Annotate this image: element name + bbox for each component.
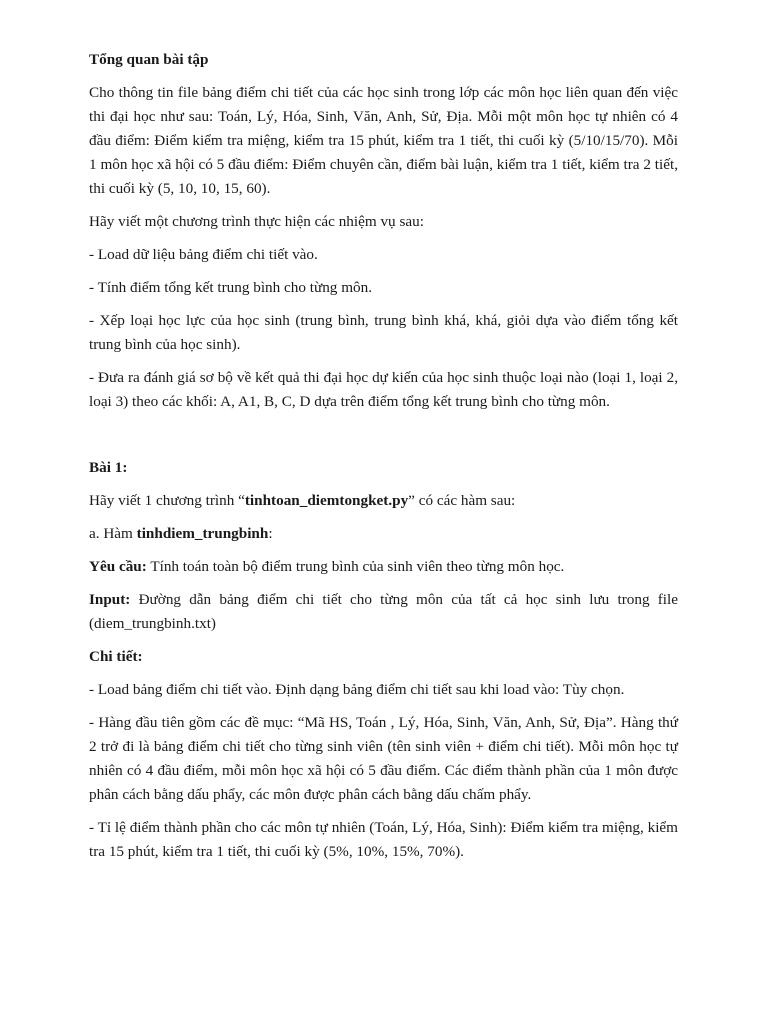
program-name: tinhtoan_diemtongket.py xyxy=(244,492,409,509)
section-spacer xyxy=(89,423,678,456)
task-item-average: - Tính điểm tổng kết trung bình cho từng môn. xyxy=(89,279,372,296)
input-label: Input: xyxy=(89,591,131,608)
function-name: tinhdiem_trungbinh xyxy=(136,525,269,542)
requirement-label: Yêu cầu: xyxy=(89,558,147,575)
detail-item-ratio: - Tỉ lệ điểm thành phần cho các môn tự nhiên (Toán, Lý, Hóa, Sinh): Điểm kiểm tra miệng, kiểm tra 15 phút, kiểm tra 1 tiết, thi cuối kỳ (5%, 10%, 15%, 70%). xyxy=(89,819,678,860)
exercise1-intro xyxy=(89,489,678,513)
task-item-classify: - Xếp loại học lực của học sinh (trung bình, trung bình khá, khá, giỏi dựa vào điểm tổng kết trung bình của học sinh). xyxy=(89,312,678,353)
function-suffix: : xyxy=(268,525,273,542)
exercise1-title: Bài 1: xyxy=(89,459,128,476)
exercise1-intro-after: ” có các hàm sau: xyxy=(408,492,516,509)
details-label: Chi tiết: xyxy=(89,648,143,665)
task-item-load: - Load dữ liệu bảng điểm chi tiết vào. xyxy=(89,246,318,263)
task-item-evaluate: - Đưa ra đánh giá sơ bộ về kết quả thi đại học dự kiến của học sinh thuộc loại nào (loại 1, loại 2, loại 3) theo các khối: A, A1, B, C, D dựa trên điểm tổng kết trung bình cho từng môn. xyxy=(89,369,678,410)
overview-intro-paragraph: Cho thông tin file bảng điểm chi tiết của các học sinh trong lớp các môn học liên quan đến việc thi đại học như sau: Toán, Lý, Hóa, Sinh, Văn, Anh, Sử, Địa. Mỗi một môn học tự nhiên có 4 đầu điểm: Điểm kiểm tra miệng, kiểm tra 15 phút, kiểm tra 1 tiết, thi cuối kỳ (5/10/15/70). Mỗi 1 môn học xã hội có 5 đầu điểm: Điểm chuyên cần, điểm bài luận, kiểm tra 1 tiết, kiểm tra 2 tiết, thi cuối kỳ (5, 10, 10, 15, 60). xyxy=(89,84,678,197)
function-prefix: a. Hàm xyxy=(89,525,137,542)
overview-title: Tổng quan bài tập xyxy=(89,51,209,68)
detail-item-load: - Load bảng điểm chi tiết vào. Định dạng bảng điểm chi tiết sau khi load vào: Tùy chọn. xyxy=(89,681,625,698)
document-content xyxy=(89,48,678,873)
requirement-paragraph xyxy=(89,555,678,579)
input-paragraph xyxy=(89,588,678,636)
input-text: Đường dẫn bảng điểm chi tiết cho từng môn của tất cả học sinh lưu trong file (diem_trungbinh.txt) xyxy=(89,591,678,632)
function-heading xyxy=(89,522,678,546)
task-prompt: Hãy viết một chương trình thực hiện các nhiệm vụ sau: xyxy=(89,213,424,230)
detail-item-format: - Hàng đầu tiên gồm các đề mục: “Mã HS, Toán , Lý, Hóa, Sinh, Văn, Anh, Sử, Địa”. Hàng thứ 2 trở đi là bảng điểm chi tiết cho từng sinh viên (tên sinh viên + điểm chi tiết). Mỗi môn học tự nhiên có 4 đầu điểm, mỗi môn học xã hội có 5 đầu điểm. Các điểm thành phần của 1 môn được phân cách bằng dấu phẩy, các môn được phân cách bằng dấu chấm phẩy. xyxy=(89,714,678,803)
requirement-text: Tính toán toàn bộ điểm trung bình của sinh viên theo từng môn học. xyxy=(146,558,565,575)
exercise1-intro-before: Hãy viết 1 chương trình “ xyxy=(89,492,245,509)
